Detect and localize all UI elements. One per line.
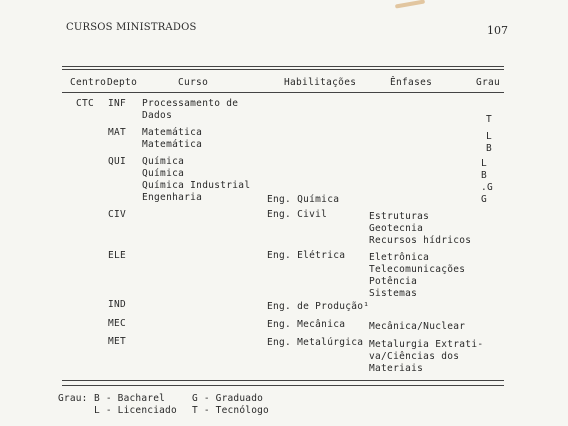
- table-cell-habilitacao: Eng. Química: [267, 194, 340, 205]
- table-cell-habilitacao: Eng. Elétrica: [267, 250, 346, 261]
- table-top-rule-2: [62, 69, 504, 70]
- paper-mark: [395, 0, 425, 9]
- table-cell-depto: MEC: [108, 318, 127, 329]
- table-cell-enfases: Eletrônica Telecomunicações Potência Sistemas: [369, 252, 466, 299]
- col-header-grau: Grau: [476, 77, 501, 88]
- table-cell-curso: Processamento de Dados: [142, 98, 239, 121]
- table-bottom-rule: [62, 380, 504, 381]
- table-cell-depto: INF: [108, 98, 127, 109]
- legend-label: Grau:: [58, 393, 88, 404]
- col-header-centro: Centro: [70, 77, 107, 88]
- table-cell-curso: Matemática Matemática: [142, 127, 203, 150]
- table-cell-habilitacao: Eng. de Produção¹: [267, 301, 370, 312]
- table-cell-enfases: Mecânica/Nuclear: [369, 321, 466, 332]
- table-cell-grau: T: [486, 114, 493, 125]
- page-title: CURSOS MINISTRADOS: [66, 22, 197, 33]
- table-cell-habilitacao: Eng. Metalúrgica: [267, 337, 364, 348]
- legend-graduado: G - Graduado: [192, 393, 264, 404]
- table-cell-grau: L B .G G: [481, 158, 494, 205]
- table-header-rule: [62, 92, 504, 93]
- table-cell-enfases: Estruturas Geotecnia Recursos hídricos: [369, 211, 472, 246]
- page-number: 107: [487, 24, 508, 37]
- table-cell-depto: CIV: [108, 209, 127, 220]
- table-cell-habilitacao: Eng. Civil: [267, 209, 328, 220]
- table-cell-enfases: Metalurgia Extrati- va/Ciências dos Materiais: [369, 339, 484, 374]
- table-cell-depto: QUI: [108, 156, 127, 167]
- legend-tecnologo: T - Tecnólogo: [192, 405, 269, 416]
- table-cell-centro: CTC: [76, 98, 95, 109]
- table-cell-depto: IND: [108, 299, 127, 310]
- col-header-habilitacoes: Habilitações: [284, 77, 357, 88]
- table-cell-grau: L B: [486, 131, 493, 154]
- legend-licenciado: L - Licenciado: [94, 405, 177, 416]
- col-header-curso: Curso: [178, 77, 209, 88]
- table-cell-habilitacao: Eng. Mecânica: [267, 319, 346, 330]
- col-header-depto: Depto: [107, 77, 138, 88]
- legend-bacharel: B - Bacharel: [94, 393, 166, 404]
- table-cell-depto: ELE: [108, 250, 127, 261]
- col-header-enfases: Ênfases: [390, 77, 433, 88]
- table-cell-depto: MAT: [108, 127, 127, 138]
- table-cell-curso: Química Química Química Industrial Engenharia: [142, 156, 251, 203]
- table-bottom-rule-2: [62, 385, 504, 386]
- table-cell-depto: MET: [108, 336, 127, 347]
- table-top-rule: [62, 66, 504, 67]
